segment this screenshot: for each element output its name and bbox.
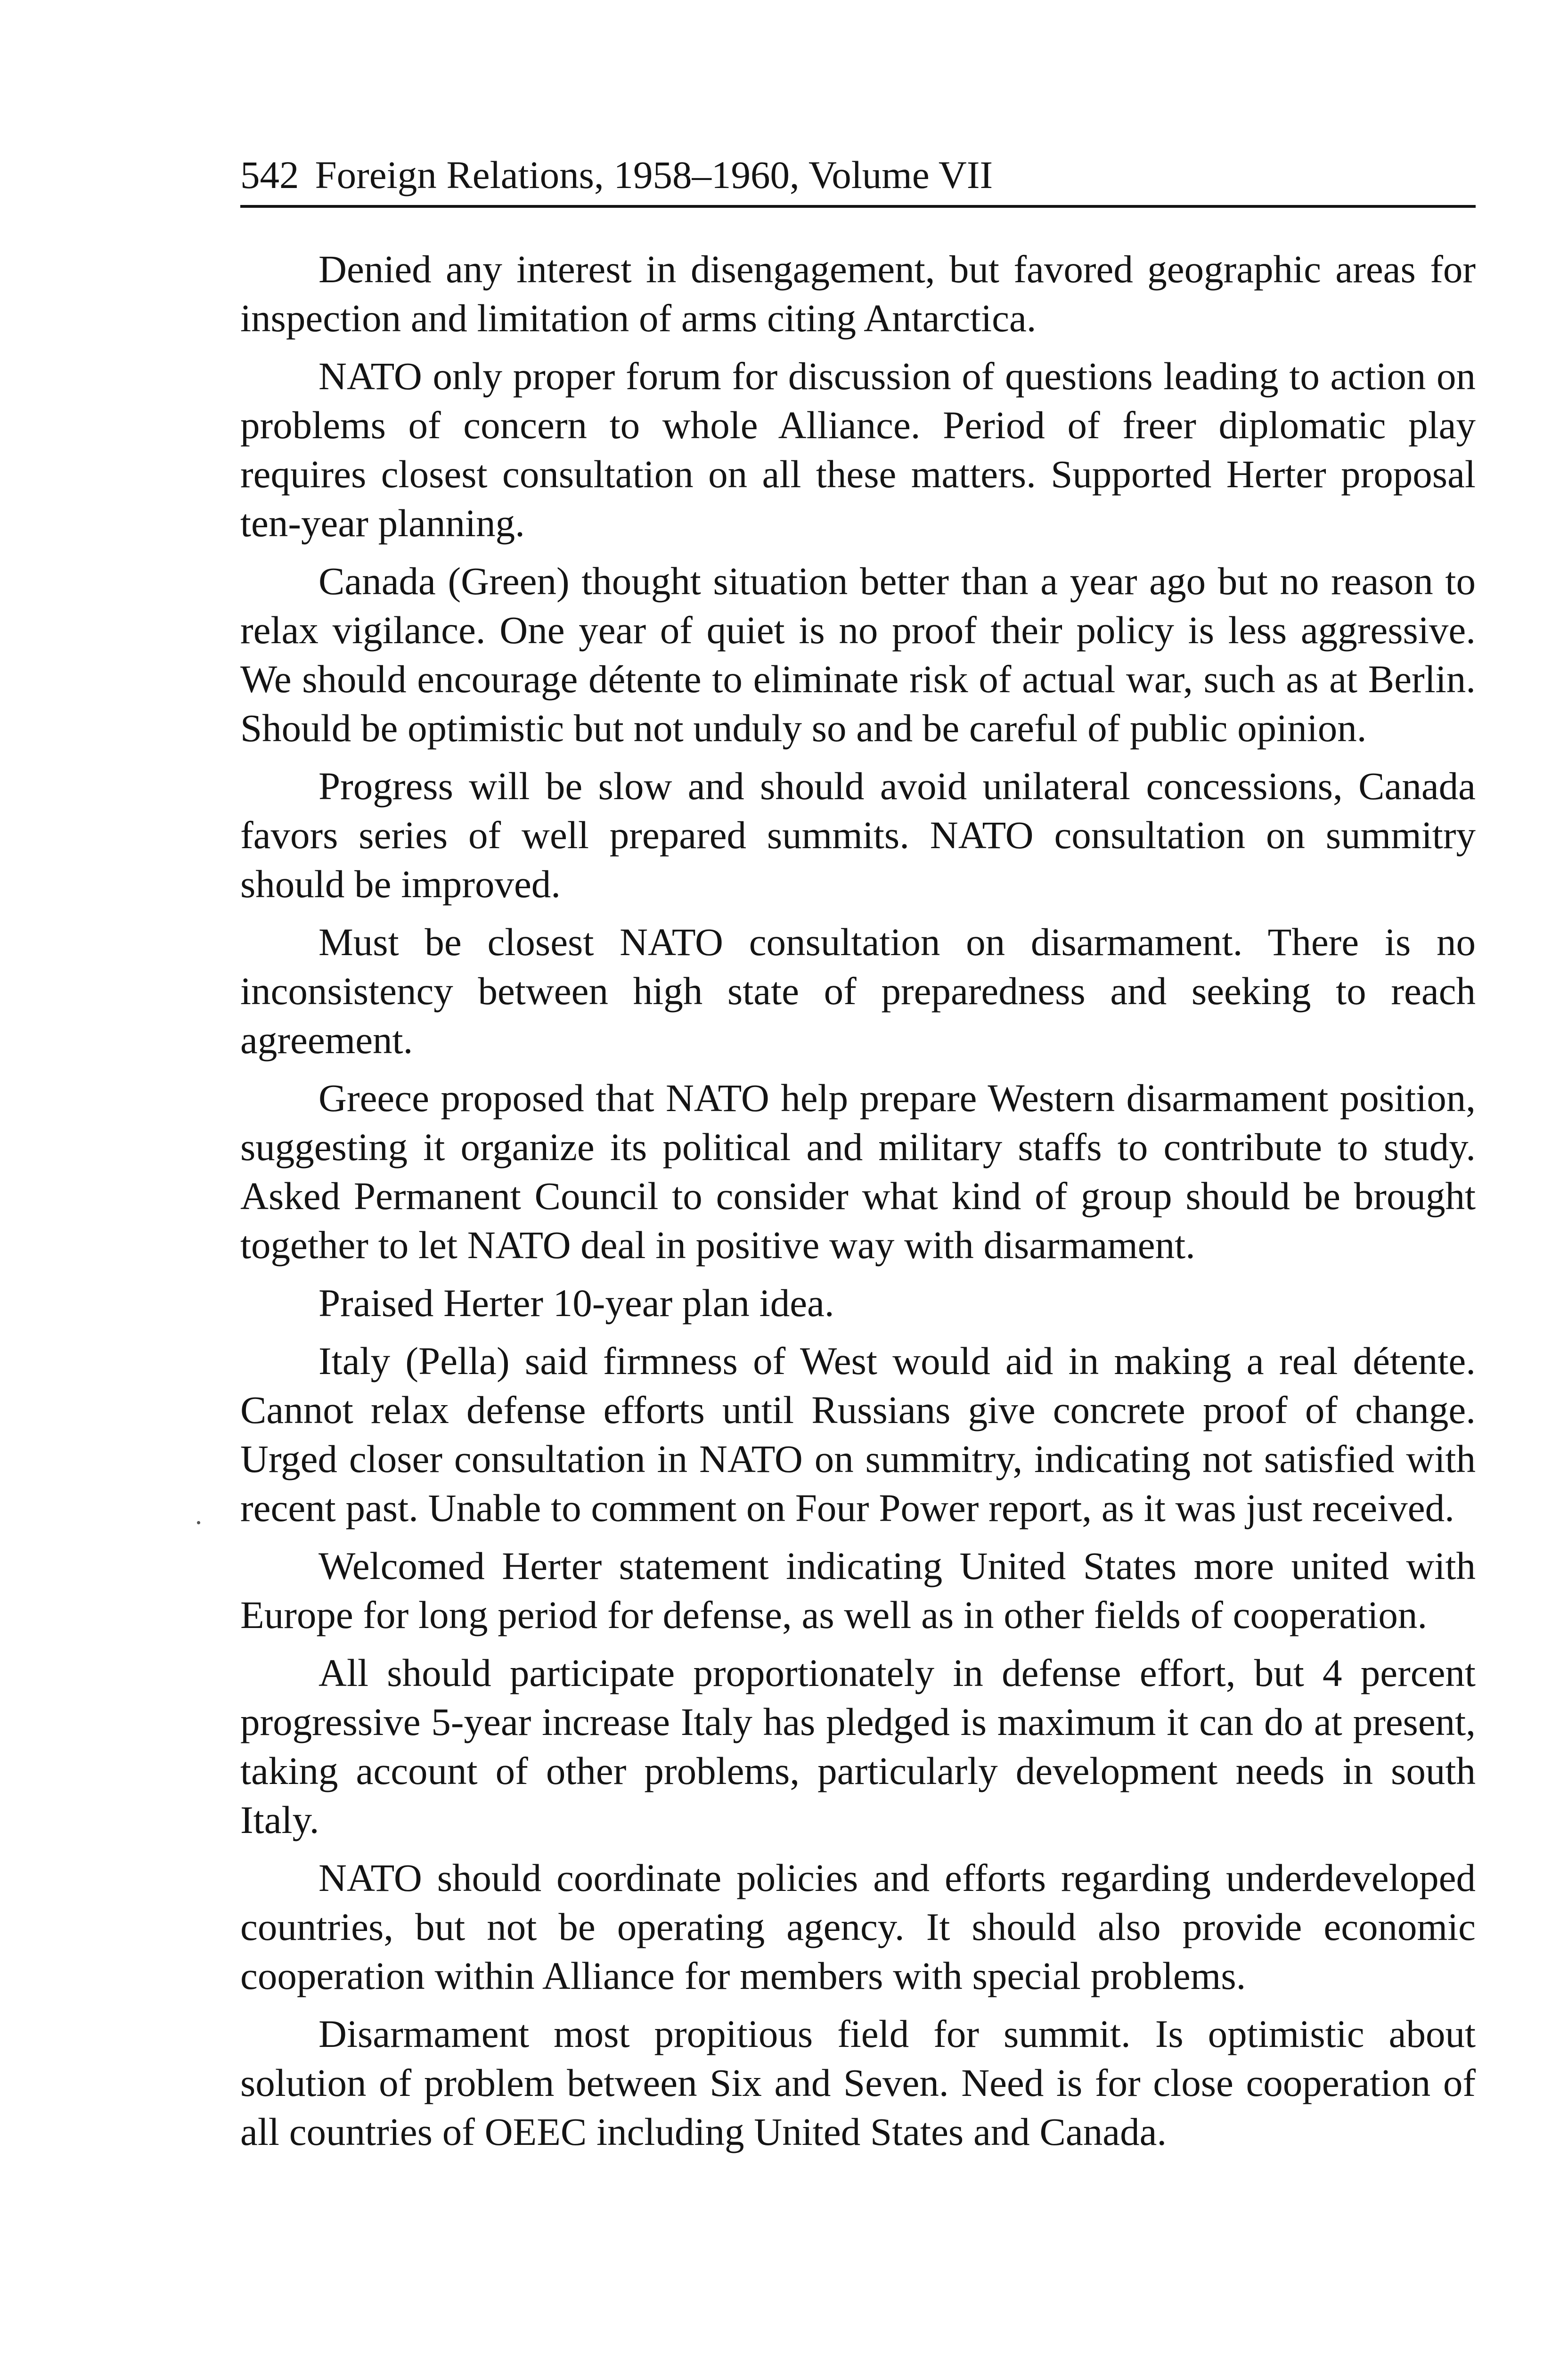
paragraph-canada-green: Canada (Green) thought situation better than a year ago but no reason to relax vigilance. One year of quiet is no proof their policy is less aggressive. We should encourage détente to eliminate risk of actual war, such as at Berlin. Should be optimistic but not unduly so and be careful of public opinion. (240, 559, 1476, 750)
paragraph-disengagement: Denied any interest in disengagement, but favored geographic areas for inspection and limitation of arms citing Antarctica. (240, 247, 1476, 340)
paragraph-progress-summits: Progress will be slow and should avoid unilateral concessions, Canada favors series of well prepared summits. NATO consultation on summitry should be improved. (240, 764, 1476, 906)
body-text (240, 245, 1476, 2156)
paragraph-greece-proposal: Greece proposed that NATO help prepare Western disarmament position, suggesting it organize its political and military staffs to contribute to study. Asked Permanent Council to consider what kind of group should be brought together to let NATO deal in positive way with disarmament. (240, 1076, 1476, 1267)
paragraph-nato-forum: NATO only proper forum for discussion of questions leading to action on problems of concern to whole Alliance. Period of freer diplomatic play requires closest consultation on all these matters. Supported Herter proposal ten-year planning. (240, 354, 1476, 545)
header-rule (240, 205, 1476, 208)
document-page (240, 155, 1476, 2165)
paragraph-disarmament-consultation: Must be closest NATO consultation on disarmament. There is no inconsistency between high state of preparedness and seeking to reach agreement. (240, 920, 1476, 1062)
paragraph-defense-effort: All should participate proportionately in defense effort, but 4 percent progressive 5-year increase Italy has pledged is maximum it can do at present, taking account of other problems, particularly development needs in south Italy. (240, 1651, 1476, 1841)
paragraph-italy-pella: Italy (Pella) said firmness of West would aid in making a real détente. Cannot relax defense efforts until Russians give concrete proof of change. Urged closer consultation in NATO on summitry, indicating not satisfied with recent past. Unable to comment on Four Power report, as it was just received. (240, 1339, 1476, 1530)
page-number: 542 (240, 153, 299, 196)
running-head-title: Foreign Relations, 1958–1960, Volume VII (315, 153, 993, 196)
paragraph-herter-plan: Praised Herter 10-year plan idea. (318, 1281, 834, 1325)
paragraph-summit-disarmament: Disarmament most propitious field for summit. Is optimistic about solution of problem between Six and Seven. Need is for close cooperation of all countries of OEEC including United States and Canada. (240, 2012, 1476, 2153)
paragraph-herter-statement: Welcomed Herter statement indicating United States more united with Europe for long period for defense, as well as in other fields of cooperation. (240, 1544, 1476, 1636)
margin-dot (197, 1521, 200, 1524)
running-head (240, 155, 1476, 205)
paragraph-underdeveloped-countries: NATO should coordinate policies and efforts regarding underdeveloped countries, but not be operating agency. It should also provide economic cooperation within Alliance for members with special problems. (240, 1856, 1476, 1997)
